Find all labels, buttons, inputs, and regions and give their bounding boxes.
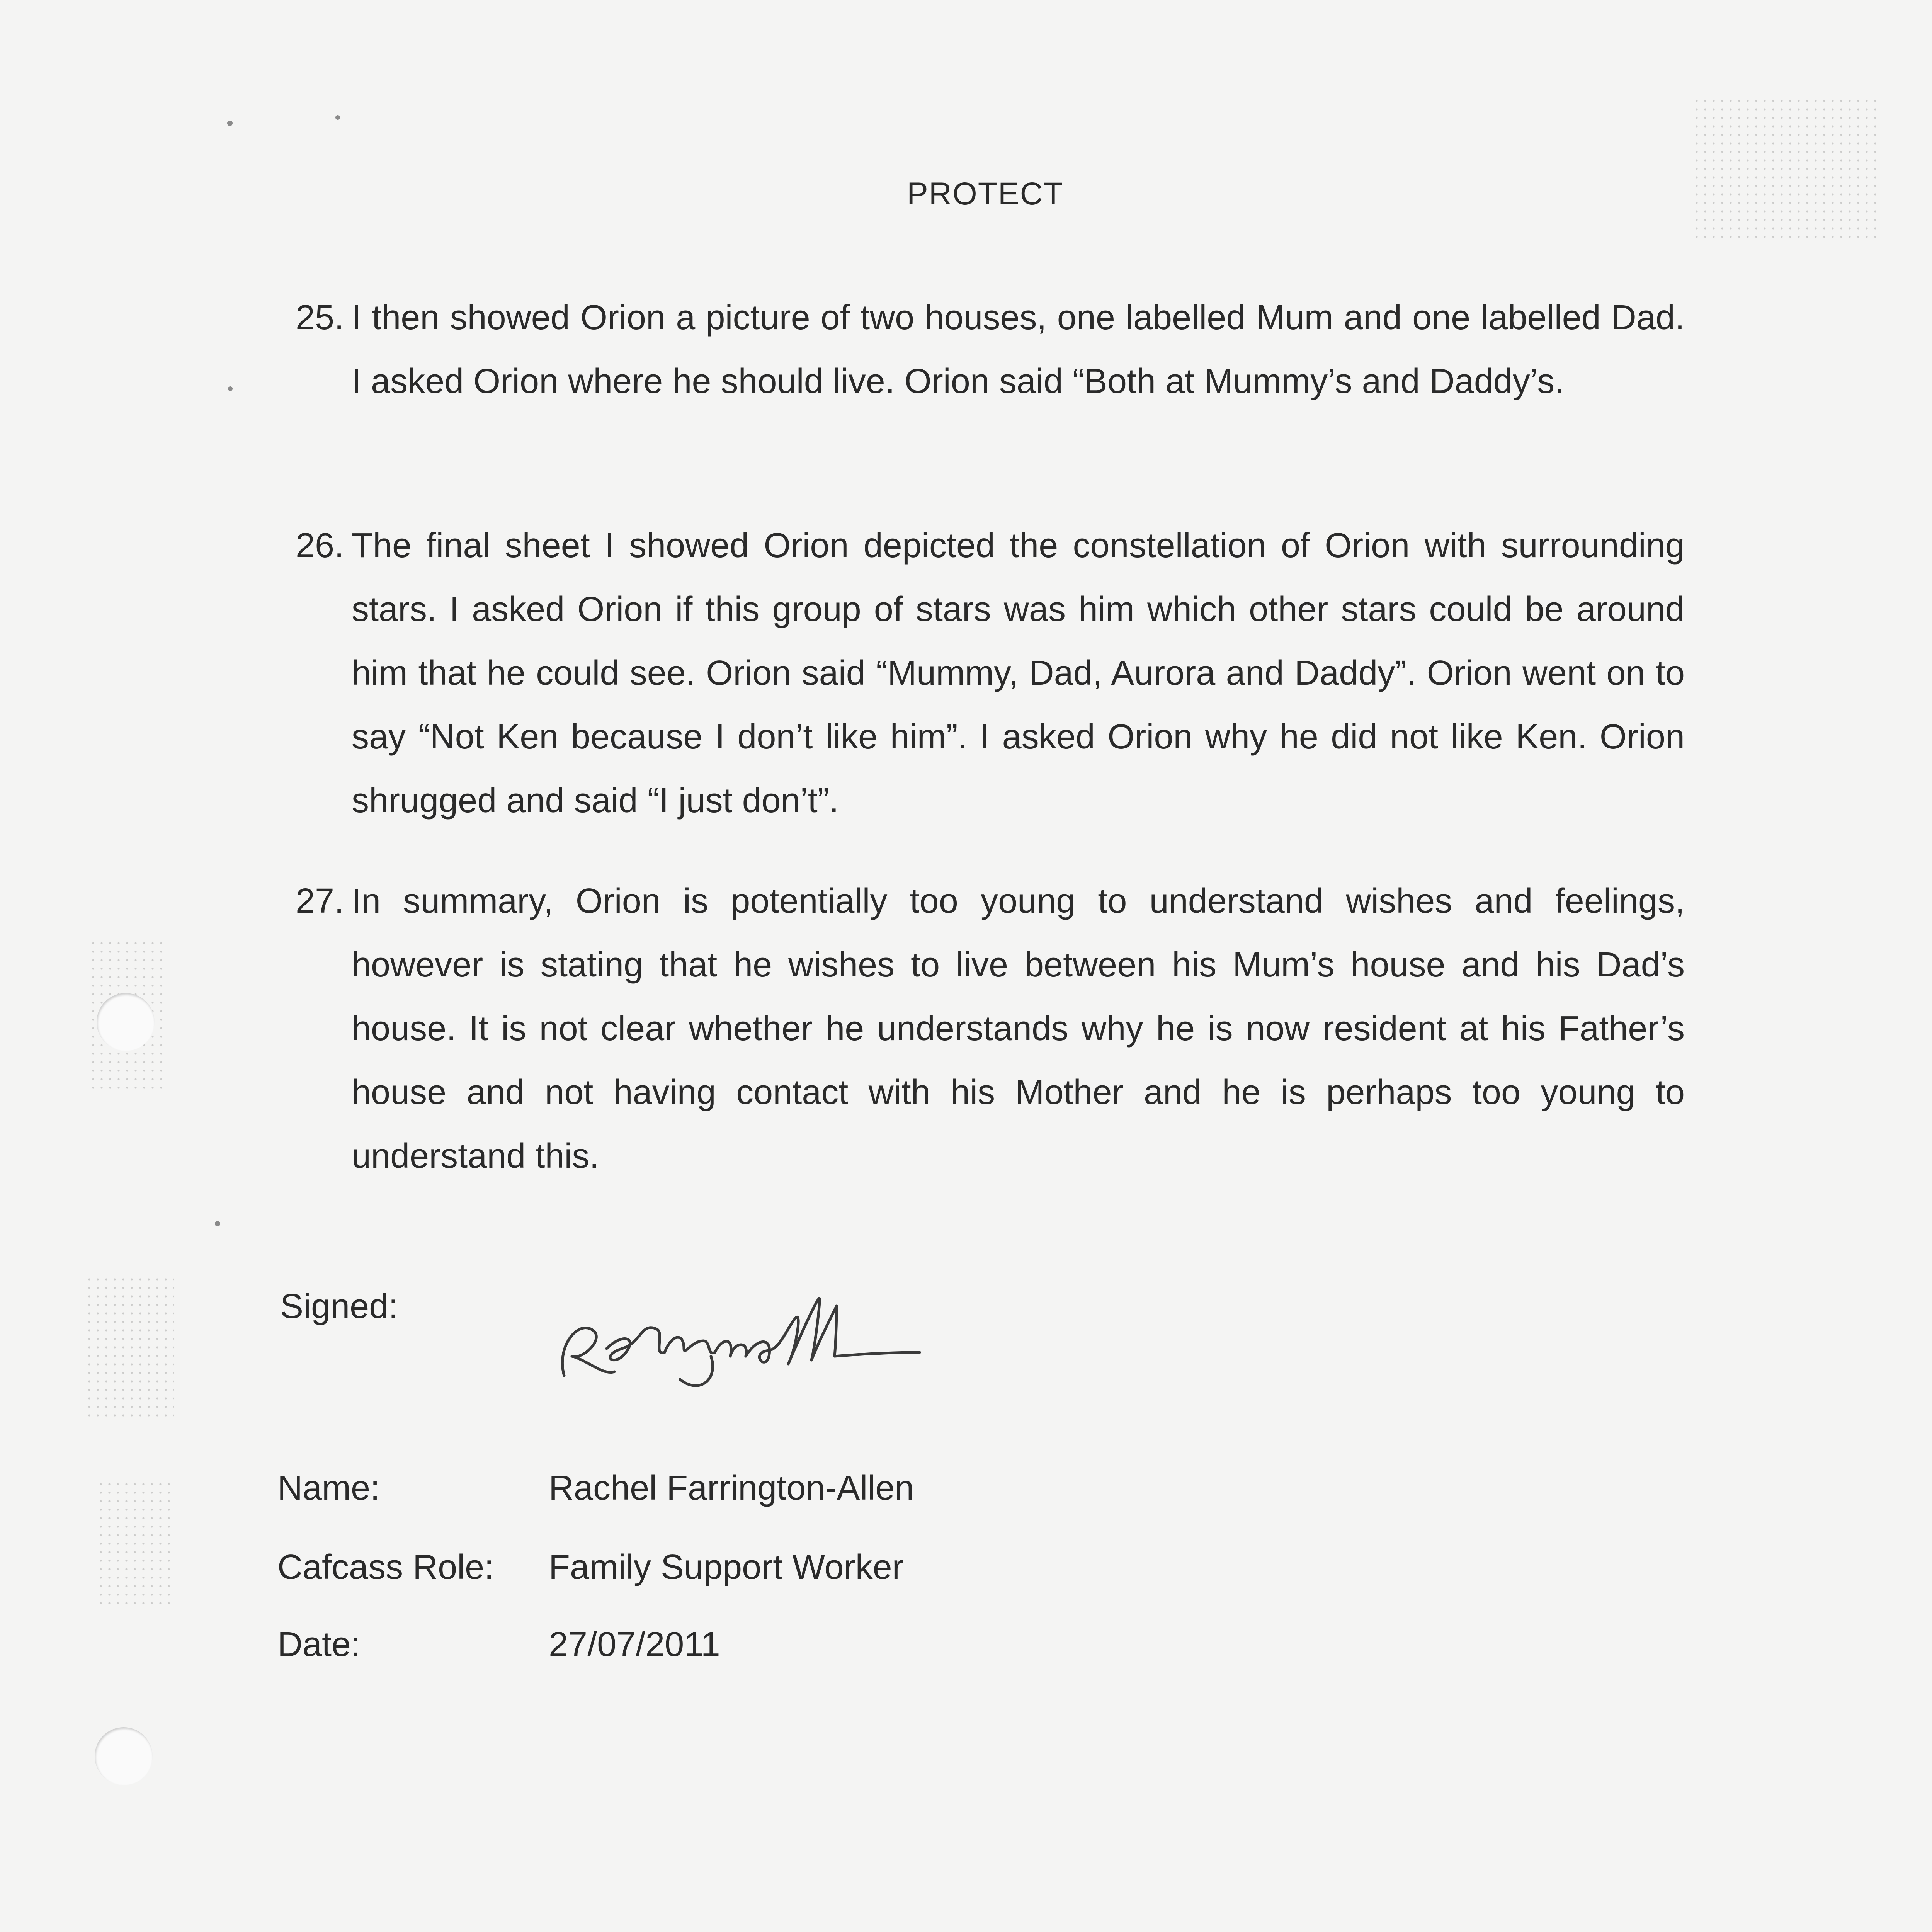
paragraph-number: 25.	[296, 298, 344, 337]
speck	[228, 386, 233, 391]
scan-noise-left-3	[97, 1480, 174, 1607]
signature-image	[549, 1279, 935, 1403]
name-value: Rachel Farrington-Allen	[549, 1469, 914, 1507]
role-label: Cafcass Role:	[277, 1548, 494, 1587]
speck	[335, 115, 340, 120]
paragraph-text: The final sheet I showed Orion depicted the constellation of Orion with surrounding stars. I asked Orion if this group of stars was him which other stars could be around him that he could see. Orion said “Mummy, Dad, Aurora and Daddy”. Orion went on to say “Not Ken because I don’t like him”. I asked Orion why he did not like Ken. Orion shrugged and said “I just don’t”.	[352, 526, 1685, 820]
speck	[227, 121, 233, 126]
paragraph-27	[296, 869, 1685, 1188]
date-label: Date:	[277, 1625, 361, 1664]
punch-hole-upper	[97, 993, 155, 1051]
speck	[215, 1221, 220, 1226]
classification-header: PROTECT	[907, 176, 1064, 211]
paragraph-text: I then showed Orion a picture of two houses, one labelled Mum and one labelled Dad. I asked Orion where he should live. Orion said “Both at Mummy’s and Daddy’s.	[352, 298, 1685, 401]
paragraph-26	[296, 514, 1685, 833]
paragraph-25	[296, 286, 1685, 413]
paragraph-number: 26.	[296, 526, 344, 565]
paragraph-number: 27.	[296, 882, 344, 920]
paragraph-text: In summary, Orion is potentially too young to understand wishes and feelings, however is stating that he wishes to live between his Mum’s house and his Dad’s house. It is not clear whether he understands why he is now resident at his Father’s house and not having contact with his Mother and he is perhaps too young to understand this.	[352, 882, 1685, 1175]
name-label: Name:	[277, 1469, 380, 1507]
date-value: 27/07/2011	[549, 1625, 720, 1664]
punch-hole-lower	[95, 1727, 153, 1785]
scan-noise-left-2	[85, 1275, 174, 1422]
signed-label: Signed:	[280, 1287, 398, 1326]
role-value: Family Support Worker	[549, 1548, 904, 1587]
scan-noise-top-right	[1692, 97, 1878, 243]
